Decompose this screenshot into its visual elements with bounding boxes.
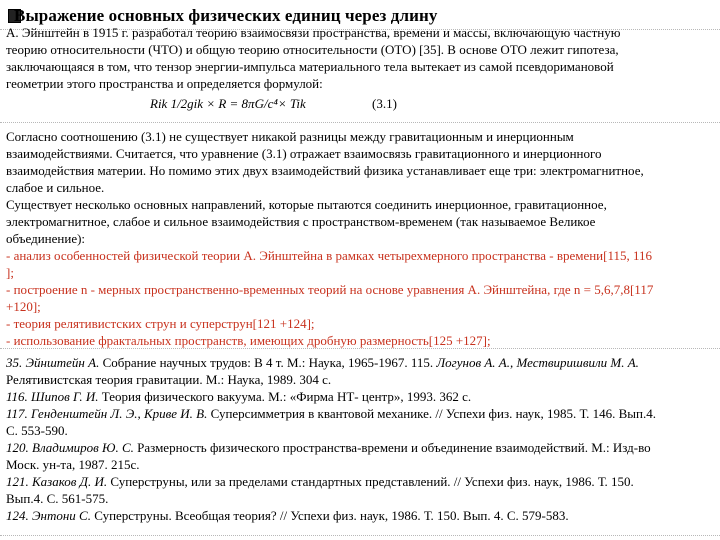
reference-line	[6, 456, 712, 473]
reference-line	[6, 507, 712, 524]
reference-line	[6, 439, 712, 456]
reference-text: Теория физического вакуума. М.: «Фирма НТ- центр», 1993. 362 с.	[98, 389, 472, 404]
reference-author: 35. Эйнштейн А.	[6, 355, 100, 370]
text-line: взаимодействия материи. Но помимо этих двух взаимодействий физика устанавливает еще три: электромагнитное,	[6, 163, 644, 178]
text-line: заключающаяся в том, что тензор энергии-импульса материального тела вытекает из самой псевдоримановой	[6, 59, 614, 74]
einstein-equation: Rik 1/2gik × R = 8πG/c⁴× Tik	[150, 96, 306, 111]
text-line: электромагнитное, слабое и сильное взаимодействия с пространством-временем (так называемое Великое	[6, 214, 596, 229]
reference-line	[6, 405, 712, 422]
reference-text: Моск. ун-та, 1987. 215с.	[6, 457, 140, 472]
reference-line	[6, 473, 712, 490]
reference-text: Размерность физического пространства-времени и объединение взаимодействий. М.: Изд-во	[133, 440, 651, 455]
reference-author: 116. Шипов Г. И.	[6, 389, 99, 404]
list-item: - теория релятивистских струн и суперструн[121 +124];	[6, 316, 315, 331]
reference-text: Суперструны, или за пределами стандартных представлений. // Успехи физ. наук, 1986. Т. 150.	[107, 474, 634, 489]
reference-line	[6, 371, 712, 388]
reference-author: 120. Владимиров Ю. С.	[6, 440, 134, 455]
list-item: +120];	[6, 299, 41, 314]
reference-text: Собрание научных трудов: В 4 т. М.: Наука, 1965-1967. 115.	[99, 355, 437, 370]
text-line: теорию относительности (ЧТО) и общую теорию относительности (ОТО) [35]. В основе ОТО лежит гипотеза,	[6, 42, 619, 57]
reference-line	[6, 490, 712, 507]
dotted-rule	[0, 122, 720, 123]
reference-text: Релятивистская теория гравитации. М.: Наука, 1989. 304 с.	[6, 372, 332, 387]
paragraph-unification	[6, 196, 708, 247]
reference-author: 124. Энтони С.	[6, 508, 91, 523]
reference-text: Суперструны. Всеобщая теория? // Успехи физ. наук, 1986. Т. 150. Вып. 4. С. 579-583.	[90, 508, 569, 523]
text-line: взаимодействиями. Считается, что уравнение (3.1) отражает взаимосвязь гравитационного и инерционного	[6, 146, 602, 161]
reference-line	[6, 388, 712, 405]
list-item: - использование фрактальных пространств, имеющих дробную размерность[125 +127];	[6, 333, 491, 348]
reference-text: Суперсимметрия в квантовой механике. // Успехи физ. наук, 1985. Т. 146. Вып.4.	[207, 406, 656, 421]
list-item: - анализ особенностей физической теории А. Эйнштейна в рамках четырехмерного пространства - времени[115, 116	[6, 248, 653, 263]
reference-line	[6, 422, 712, 439]
text-line: объединение):	[6, 231, 86, 246]
dotted-rule	[0, 535, 720, 536]
page-title: Выражение основных физических единиц через длину	[14, 6, 438, 25]
reference-author: Логунов А. А., Мествиришвили М. А.	[436, 355, 639, 370]
list-item: - построение n - мерных пространственно-временных теорий на основе уравнения А. Эйнштейна, где n = 5,6,7,8[117	[6, 282, 654, 297]
list-item: ];	[6, 265, 14, 280]
reference-text: С. 553-590.	[6, 423, 68, 438]
text-line: А. Эйнштейн в 1915 г. разработал теорию взаимосвязи пространства, времени и массы, включающую частную	[6, 25, 621, 40]
text-line: Существует несколько основных направлений, которые пытаются соединить инерционное, гравитационное,	[6, 197, 607, 212]
equation-number: (3.1)	[372, 96, 397, 111]
reference-line	[6, 354, 712, 371]
references-list	[6, 354, 712, 524]
reference-author: 117. Генденштейн Л. Э., Криве И. В.	[6, 406, 208, 421]
reference-author: 121. Казаков Д. И.	[6, 474, 108, 489]
reference-text: Вып.4. С. 561-575.	[6, 491, 109, 506]
intro-paragraph	[6, 14, 708, 92]
text-line: Согласно соотношению (3.1) не существует никакой разницы между гравитационным и инерционным	[6, 129, 574, 144]
paragraph-interactions	[6, 128, 708, 196]
text-line: слабое и сильное.	[6, 180, 105, 195]
text-line: геометрии этого пространства и определяется формулой:	[6, 76, 323, 91]
unification-directions-list	[6, 247, 708, 349]
